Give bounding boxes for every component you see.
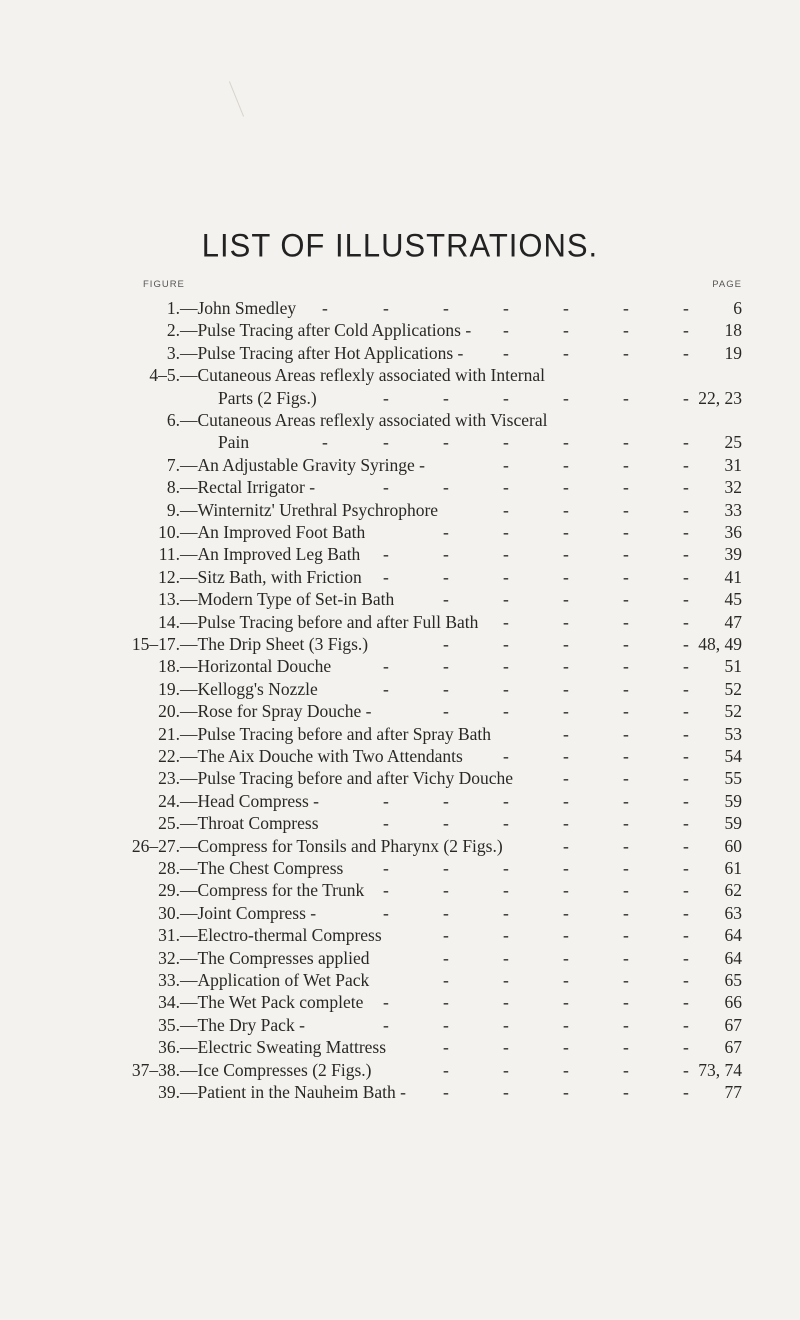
page-number: 61 xyxy=(724,858,742,878)
figure-number: 24. xyxy=(158,790,180,811)
figure-number: 35. xyxy=(158,1014,180,1035)
figure-caption: Parts (2 Figs.) xyxy=(218,387,317,408)
figure-number: 33. xyxy=(158,970,180,990)
page-number: 67 xyxy=(724,1014,742,1035)
figure-number: 12. xyxy=(158,566,180,587)
figure-number: 2. xyxy=(166,320,180,341)
figure-caption: —An Improved Foot Bath xyxy=(180,522,366,542)
figure-number: 36. xyxy=(158,1037,180,1058)
list-item xyxy=(0,902,800,924)
figure-number: 20. xyxy=(158,701,180,722)
list-item xyxy=(0,678,800,700)
list-item xyxy=(0,476,800,498)
figure-caption: —Joint Compress - xyxy=(180,902,317,923)
figure-caption: —Ice Compresses (2 Figs.) xyxy=(180,1059,372,1080)
leader-dashes: - - - - - xyxy=(443,1037,689,1058)
leader-dashes: - - - - - - xyxy=(383,1014,689,1035)
list-item xyxy=(0,588,800,610)
figure-caption: —The Drip Sheet (3 Figs.) xyxy=(180,634,369,654)
list-item xyxy=(0,633,800,655)
leader-dashes: - - - - - xyxy=(443,1082,689,1102)
figure-caption: —The Compresses applied xyxy=(180,947,370,968)
page-number: 36 xyxy=(724,522,742,542)
figure-caption: Pain xyxy=(218,432,250,453)
list-item xyxy=(0,790,800,812)
list-item xyxy=(0,857,800,879)
figure-number: 6. xyxy=(166,410,180,430)
leader-dashes: - - - - - xyxy=(443,970,689,990)
figure-caption: —Pulse Tracing before and after Full Bath xyxy=(180,611,479,632)
leader-dashes: - - - - - - xyxy=(383,656,689,677)
list-item xyxy=(0,342,800,364)
figure-caption: —An Adjustable Gravity Syringe - xyxy=(180,454,425,475)
figure-number: 18. xyxy=(158,656,180,677)
figure-number: 19. xyxy=(158,678,180,699)
list-item xyxy=(0,566,800,588)
leader-dashes: - - - - - - xyxy=(383,902,689,923)
figure-number: 4–5. xyxy=(149,365,180,386)
page-number: 77 xyxy=(724,1082,742,1102)
page-number: 63 xyxy=(724,902,742,923)
figure-number: 26–27. xyxy=(131,835,180,856)
list-item xyxy=(0,723,800,745)
figure-number: 22. xyxy=(158,746,180,766)
page-number: 54 xyxy=(724,746,742,766)
list-item xyxy=(0,1036,800,1058)
figure-number: 3. xyxy=(166,342,180,363)
figure-caption: —An Improved Leg Bath xyxy=(180,544,361,565)
figure-number: 8. xyxy=(166,477,180,498)
page-number: 59 xyxy=(724,813,742,834)
leader-dashes: - - - - - - xyxy=(383,566,689,587)
figure-number: 1. xyxy=(166,298,180,318)
figure-caption: —Compress for Tonsils and Pharynx (2 Figs.) xyxy=(180,835,503,856)
list-item xyxy=(0,991,800,1013)
list-item xyxy=(0,499,800,521)
leader-dashes: - - - - - - xyxy=(383,813,689,834)
list-item xyxy=(0,319,800,341)
leader-dashes: - - - - - xyxy=(443,701,689,722)
page-number: 45 xyxy=(724,589,742,610)
leader-dashes: - - - - - xyxy=(443,1059,689,1080)
figure-number: 10. xyxy=(158,522,180,542)
page-number: 19 xyxy=(724,342,742,363)
leader-dashes: - - - - - - xyxy=(383,477,689,498)
list-item xyxy=(0,387,800,409)
leader-dashes: - - - - - - xyxy=(383,678,689,699)
figure-number: 32. xyxy=(158,947,180,968)
page-number: 65 xyxy=(724,970,742,990)
figure-caption: —Pulse Tracing before and after Spray Bath xyxy=(180,723,492,744)
figure-caption: —Head Compress - xyxy=(180,790,320,811)
page-number: 6 xyxy=(733,298,742,318)
leader-dashes: - - - xyxy=(563,768,689,789)
page-number: 60 xyxy=(724,835,742,856)
page-number: 67 xyxy=(724,1037,742,1058)
figure-caption: —Compress for the Trunk xyxy=(180,880,365,901)
figure-caption: —John Smedley xyxy=(180,298,297,318)
page-number: 59 xyxy=(724,790,742,811)
list-item xyxy=(0,879,800,901)
page-number: 18 xyxy=(724,320,742,341)
page-number: 52 xyxy=(724,701,742,722)
page-number: 51 xyxy=(724,656,742,677)
leader-dashes: - - - - - xyxy=(443,522,689,542)
figure-caption: —Electric Sweating Mattress xyxy=(180,1037,387,1058)
figure-caption: —Kellogg's Nozzle xyxy=(180,678,318,699)
page-number: 62 xyxy=(724,880,742,901)
page-number: 55 xyxy=(724,768,742,789)
list-item xyxy=(0,454,800,476)
page-number: 39 xyxy=(724,544,742,565)
figure-number: 31. xyxy=(158,925,180,946)
page-number: 64 xyxy=(724,925,742,946)
leader-dashes: - - - xyxy=(563,723,689,744)
figure-caption: —The Aix Douche with Two Attendants xyxy=(180,746,463,766)
list-item xyxy=(0,767,800,789)
list-item xyxy=(0,1014,800,1036)
list-item xyxy=(0,409,800,431)
page-number: 31 xyxy=(724,454,742,475)
page-number: 33 xyxy=(724,499,742,520)
page-number: 22, 23 xyxy=(698,387,742,408)
figure-caption: —Cutaneous Areas reflexly associated with Internal xyxy=(180,365,545,386)
leader-dashes: - - - - - - xyxy=(383,790,689,811)
figure-column-header: FIGURE xyxy=(143,279,185,290)
figure-number: 15–17. xyxy=(131,634,180,654)
figure-caption: —Throat Compress xyxy=(180,813,319,834)
figure-number: 29. xyxy=(158,880,180,901)
page-column-header: PAGE xyxy=(712,279,742,290)
figure-caption: —Pulse Tracing after Cold Applications - xyxy=(180,320,472,341)
leader-dashes: - - - - - - xyxy=(383,992,689,1013)
page-number: 53 xyxy=(724,723,742,744)
figure-caption: —Patient in the Nauheim Bath - xyxy=(180,1082,406,1102)
figure-caption: —Pulse Tracing after Hot Applications - xyxy=(180,342,464,363)
list-item xyxy=(0,1081,800,1103)
page-number: 73, 74 xyxy=(698,1059,742,1080)
figure-caption: —Application of Wet Pack xyxy=(180,970,370,990)
figure-number: 28. xyxy=(158,858,180,878)
list-item xyxy=(0,1059,800,1081)
page-number: 64 xyxy=(724,947,742,968)
figure-number: 9. xyxy=(166,499,180,520)
figure-number: 7. xyxy=(166,454,180,475)
figure-caption: —Sitz Bath, with Friction xyxy=(180,566,362,587)
leader-dashes: - - - - - xyxy=(443,925,689,946)
figure-caption: —Rose for Spray Douche - xyxy=(180,701,372,722)
leader-dashes: - - - - xyxy=(503,454,689,475)
page-number: 41 xyxy=(724,566,742,587)
list-item xyxy=(0,543,800,565)
list-item xyxy=(0,835,800,857)
leader-dashes: - - - - - xyxy=(443,634,689,654)
page-number: 52 xyxy=(724,678,742,699)
list-item xyxy=(0,297,800,319)
figure-number: 37–38. xyxy=(131,1059,180,1080)
figure-number: 14. xyxy=(158,611,180,632)
page-title: LIST OF ILLUSTRATIONS. xyxy=(201,227,599,264)
figure-number: 23. xyxy=(158,768,180,789)
leader-dashes: - - - - - xyxy=(443,947,689,968)
page-number: 32 xyxy=(724,477,742,498)
page-number: 47 xyxy=(724,611,742,632)
figure-caption: —Pulse Tracing before and after Vichy Douche xyxy=(180,768,513,789)
leader-dashes: - - - - - - xyxy=(383,544,689,565)
leader-dashes: - - - - xyxy=(503,499,689,520)
page-number: 25 xyxy=(724,432,742,453)
leader-dashes: - - - - - - xyxy=(383,880,689,901)
page-number: 48, 49 xyxy=(698,634,742,654)
leader-dashes: - - - xyxy=(563,835,689,856)
figure-number: 39. xyxy=(158,1082,180,1102)
figure-number: 25. xyxy=(158,813,180,834)
list-item xyxy=(0,700,800,722)
list-item xyxy=(0,947,800,969)
list-item xyxy=(0,924,800,946)
leader-dashes: - - - - - - - xyxy=(322,298,689,318)
leader-dashes: - - - - xyxy=(503,320,689,341)
leader-dashes: - - - - xyxy=(503,342,689,363)
list-item xyxy=(0,611,800,633)
figure-caption: —The Wet Pack complete xyxy=(180,992,364,1013)
list-item xyxy=(0,521,800,543)
figure-caption: —The Chest Compress xyxy=(180,858,344,878)
figure-number: 34. xyxy=(158,992,180,1013)
leader-dashes: - - - - xyxy=(503,746,689,766)
list-item xyxy=(0,812,800,834)
figure-caption: —Modern Type of Set-in Bath xyxy=(180,589,395,610)
list-item xyxy=(0,364,800,386)
figure-number: 30. xyxy=(158,902,180,923)
figure-caption: —Rectal Irrigator - xyxy=(180,477,316,498)
figure-number: 13. xyxy=(158,589,180,610)
figure-caption: —Electro-thermal Compress xyxy=(180,925,382,946)
figure-number: 21. xyxy=(158,723,180,744)
list-item xyxy=(0,745,800,767)
leader-dashes: - - - - - - xyxy=(383,387,689,408)
figure-caption: —Cutaneous Areas reflexly associated with Visceral xyxy=(180,410,548,430)
figure-number: 11. xyxy=(158,544,180,565)
leader-dashes: - - - - - - - xyxy=(322,432,689,453)
leader-dashes: - - - - xyxy=(503,611,689,632)
list-item xyxy=(0,431,800,453)
figure-caption: —Winternitz' Urethral Psychrophore xyxy=(180,499,439,520)
page-number: 66 xyxy=(724,992,742,1013)
leader-dashes: - - - - - xyxy=(443,589,689,610)
page-mark xyxy=(229,81,244,117)
figure-caption: —The Dry Pack - xyxy=(180,1014,305,1035)
leader-dashes: - - - - - - xyxy=(383,858,689,878)
list-item xyxy=(0,969,800,991)
list-item xyxy=(0,655,800,677)
figure-caption: —Horizontal Douche xyxy=(180,656,332,677)
